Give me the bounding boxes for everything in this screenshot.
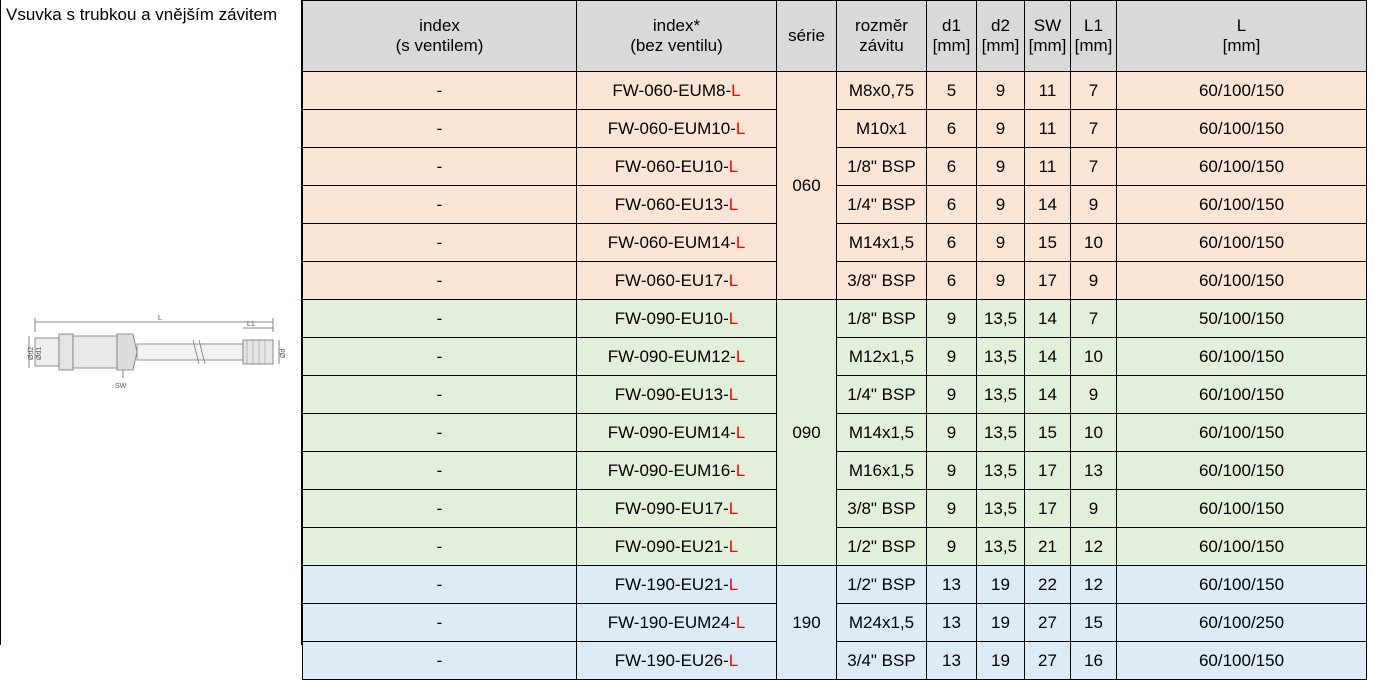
cell-index-valve: -: [303, 300, 577, 338]
cell-thread: M10x1: [837, 110, 927, 148]
cell-thread: 1/8" BSP: [837, 148, 927, 186]
cell-index-novalve: [577, 300, 777, 338]
length-suffix: L: [735, 118, 746, 138]
cell-d2: 13,5: [977, 300, 1025, 338]
cell-index-valve: -: [303, 528, 577, 566]
cell-l: 60/100/150: [1117, 186, 1367, 224]
cell-l1: 9: [1071, 262, 1117, 300]
cell-sw: 14: [1025, 300, 1071, 338]
cell-index-novalve: [577, 110, 777, 148]
cell-index-novalve: [577, 414, 777, 452]
cell-sw: 27: [1025, 604, 1071, 642]
cell-sw: 11: [1025, 148, 1071, 186]
table-row: [303, 300, 1367, 338]
cell-sw: 17: [1025, 262, 1071, 300]
cell-l1: 15: [1071, 604, 1117, 642]
cell-index-novalve: [577, 224, 777, 262]
cell-thread: M24x1,5: [837, 604, 927, 642]
length-suffix: L: [728, 574, 739, 594]
product-title-text: Vsuvka s trubkou a vnějším závitem: [6, 5, 278, 24]
cell-l1: 10: [1071, 338, 1117, 376]
cell-d2: 13,5: [977, 376, 1025, 414]
cell-l: 60/100/150: [1117, 110, 1367, 148]
cell-sw: 14: [1025, 376, 1071, 414]
cell-index-novalve: [577, 642, 777, 680]
cell-l: 60/100/150: [1117, 224, 1367, 262]
cell-index-valve: -: [303, 186, 577, 224]
cell-index-valve: -: [303, 376, 577, 414]
cell-thread: 1/8" BSP: [837, 300, 927, 338]
cell-index-valve: -: [303, 338, 577, 376]
cell-sw: 11: [1025, 72, 1071, 110]
cell-index-valve: -: [303, 452, 577, 490]
cell-l: 60/100/150: [1117, 566, 1367, 604]
length-suffix: L: [735, 232, 746, 252]
part-code: FW-060-EU17-: [614, 270, 729, 290]
length-suffix: L: [728, 498, 739, 518]
part-code: FW-090-EUM16-: [607, 460, 736, 480]
length-suffix: L: [728, 194, 739, 214]
cell-d1: 9: [927, 452, 977, 490]
part-code: FW-190-EU21-: [614, 574, 729, 594]
cell-index-novalve: [577, 262, 777, 300]
header-index-valve: index (s ventilem): [303, 1, 577, 72]
cell-index-novalve: [577, 72, 777, 110]
cell-sw: 22: [1025, 566, 1071, 604]
cell-d2: 19: [977, 604, 1025, 642]
cell-sw: 11: [1025, 110, 1071, 148]
cell-thread: 1/4" BSP: [837, 186, 927, 224]
dim-label-L: L: [158, 315, 162, 322]
cell-thread: 3/4" BSP: [837, 642, 927, 680]
cell-index-valve: -: [303, 642, 577, 680]
cell-sw: 17: [1025, 490, 1071, 528]
cell-thread: M12x1,5: [837, 338, 927, 376]
cell-l1: 7: [1071, 110, 1117, 148]
product-table: [302, 0, 1367, 680]
cell-index-valve: -: [303, 604, 577, 642]
cell-index-novalve: [577, 566, 777, 604]
cell-l1: 9: [1071, 186, 1117, 224]
cell-thread: M14x1,5: [837, 224, 927, 262]
cell-thread: 3/8" BSP: [837, 262, 927, 300]
part-code: FW-190-EUM24-: [607, 612, 736, 632]
cell-l: 60/100/150: [1117, 414, 1367, 452]
header-l: L [mm]: [1117, 1, 1367, 72]
cell-d2: 9: [977, 224, 1025, 262]
part-code: FW-090-EUM12-: [607, 346, 736, 366]
product-title: [6, 5, 277, 25]
header-row: [303, 1, 1367, 72]
cell-thread: M8x0,75: [837, 72, 927, 110]
table-row: [303, 72, 1367, 110]
cell-sw: 15: [1025, 414, 1071, 452]
cell-thread: M14x1,5: [837, 414, 927, 452]
dim-label-d1: Ød1: [36, 346, 43, 360]
length-suffix: L: [728, 650, 739, 670]
cell-d2: 13,5: [977, 452, 1025, 490]
cell-index-novalve: [577, 452, 777, 490]
cell-d1: 9: [927, 376, 977, 414]
part-code: FW-090-EU17-: [614, 498, 729, 518]
dim-label-L1: L1: [247, 321, 255, 328]
cell-l: 60/100/150: [1117, 148, 1367, 186]
part-code: FW-090-EU10-: [614, 308, 729, 328]
cell-index-novalve: [577, 490, 777, 528]
cell-d1: 9: [927, 528, 977, 566]
cell-l: 60/100/150: [1117, 528, 1367, 566]
length-suffix: L: [728, 536, 739, 556]
cell-d2: 13,5: [977, 338, 1025, 376]
cell-l: 60/100/150: [1117, 452, 1367, 490]
header-index-novalve: index* (bez ventilu): [577, 1, 777, 72]
cell-sw: 21: [1025, 528, 1071, 566]
cell-d2: 9: [977, 186, 1025, 224]
cell-index-valve: -: [303, 224, 577, 262]
cell-sw: 27: [1025, 642, 1071, 680]
header-sw: SW [mm]: [1025, 1, 1071, 72]
length-suffix: L: [735, 346, 746, 366]
cell-l1: 7: [1071, 148, 1117, 186]
fitting-drawing: [23, 312, 288, 402]
header-thread: rozměr závitu: [837, 1, 927, 72]
cell-d1: 9: [927, 490, 977, 528]
cell-l1: 7: [1071, 72, 1117, 110]
cell-l1: 7: [1071, 300, 1117, 338]
cell-index-valve: -: [303, 490, 577, 528]
cell-d1: 5: [927, 72, 977, 110]
cell-l1: 13: [1071, 452, 1117, 490]
header-d1: d1 [mm]: [927, 1, 977, 72]
part-code: FW-060-EU10-: [614, 156, 729, 176]
part-code: FW-060-EUM10-: [607, 118, 736, 138]
cell-index-valve: -: [303, 72, 577, 110]
cell-l: 60/100/150: [1117, 376, 1367, 414]
cell-d2: 13,5: [977, 528, 1025, 566]
cell-l1: 10: [1071, 224, 1117, 262]
cell-index-novalve: [577, 604, 777, 642]
dim-label-sw: SW: [115, 383, 127, 390]
cell-thread: 1/2" BSP: [837, 528, 927, 566]
part-code: FW-060-EUM8-: [612, 80, 732, 100]
length-suffix: L: [735, 612, 746, 632]
cell-d1: 6: [927, 262, 977, 300]
part-code: FW-090-EUM14-: [607, 422, 736, 442]
cell-l1: 10: [1071, 414, 1117, 452]
cell-l: 60/100/150: [1117, 72, 1367, 110]
header-serie: série: [777, 1, 837, 72]
cell-series: 190: [777, 566, 837, 680]
header-l1: L1 [mm]: [1071, 1, 1117, 72]
length-suffix: L: [735, 422, 746, 442]
cell-index-valve: -: [303, 262, 577, 300]
cell-thread: 1/4" BSP: [837, 376, 927, 414]
cell-index-valve: -: [303, 566, 577, 604]
length-suffix: L: [731, 80, 741, 100]
cell-index-novalve: [577, 338, 777, 376]
cell-d2: 9: [977, 262, 1025, 300]
cell-l1: 16: [1071, 642, 1117, 680]
cell-d2: 19: [977, 642, 1025, 680]
length-suffix: L: [728, 384, 739, 404]
cell-l: 60/100/150: [1117, 642, 1367, 680]
cell-l: 60/100/250: [1117, 604, 1367, 642]
cell-d1: 6: [927, 148, 977, 186]
cell-series: 060: [777, 72, 837, 300]
cell-sw: 17: [1025, 452, 1071, 490]
cell-d1: 13: [927, 604, 977, 642]
table-row: [303, 566, 1367, 604]
length-suffix: L: [728, 156, 739, 176]
cell-d1: 9: [927, 338, 977, 376]
cell-thread: 3/8" BSP: [837, 490, 927, 528]
cell-thread: M16x1,5: [837, 452, 927, 490]
cell-index-valve: -: [303, 414, 577, 452]
cell-d2: 13,5: [977, 414, 1025, 452]
cell-series: 090: [777, 300, 837, 566]
cell-l1: 12: [1071, 528, 1117, 566]
length-suffix: L: [728, 308, 739, 328]
cell-d1: 9: [927, 300, 977, 338]
cell-l: 60/100/150: [1117, 262, 1367, 300]
cell-d1: 6: [927, 186, 977, 224]
cell-d2: 9: [977, 148, 1025, 186]
cell-d1: 13: [927, 642, 977, 680]
part-code: FW-090-EU21-: [614, 536, 729, 556]
part-code: FW-190-EU26-: [614, 650, 729, 670]
cell-index-novalve: [577, 186, 777, 224]
cell-l: 50/100/150: [1117, 300, 1367, 338]
cell-thread: 1/2" BSP: [837, 566, 927, 604]
cell-d1: 13: [927, 566, 977, 604]
cell-d1: 9: [927, 414, 977, 452]
header-d2: d2 [mm]: [977, 1, 1025, 72]
cell-d2: 13,5: [977, 490, 1025, 528]
cell-l: 60/100/150: [1117, 338, 1367, 376]
cell-l1: 12: [1071, 566, 1117, 604]
cell-d1: 6: [927, 110, 977, 148]
length-suffix: L: [728, 270, 739, 290]
cell-d2: 9: [977, 72, 1025, 110]
cell-sw: 15: [1025, 224, 1071, 262]
part-code: FW-090-EU13-: [614, 384, 729, 404]
part-code: FW-060-EUM14-: [607, 232, 736, 252]
cell-d2: 9: [977, 110, 1025, 148]
cell-sw: 14: [1025, 186, 1071, 224]
part-code: FW-060-EU13-: [614, 194, 729, 214]
cell-index-novalve: [577, 528, 777, 566]
cell-index-valve: -: [303, 148, 577, 186]
cell-l1: 9: [1071, 490, 1117, 528]
dim-label-d: Ød: [280, 348, 287, 358]
length-suffix: L: [735, 460, 746, 480]
cell-sw: 14: [1025, 338, 1071, 376]
cell-l1: 9: [1071, 376, 1117, 414]
table-body: [303, 72, 1367, 680]
cell-index-novalve: [577, 148, 777, 186]
cell-index-valve: -: [303, 110, 577, 148]
cell-l: 60/100/150: [1117, 490, 1367, 528]
cell-index-novalve: [577, 376, 777, 414]
cell-d1: 6: [927, 224, 977, 262]
dim-label-d2: Ød2: [28, 346, 35, 360]
product-column: [0, 0, 302, 645]
cell-d2: 19: [977, 566, 1025, 604]
